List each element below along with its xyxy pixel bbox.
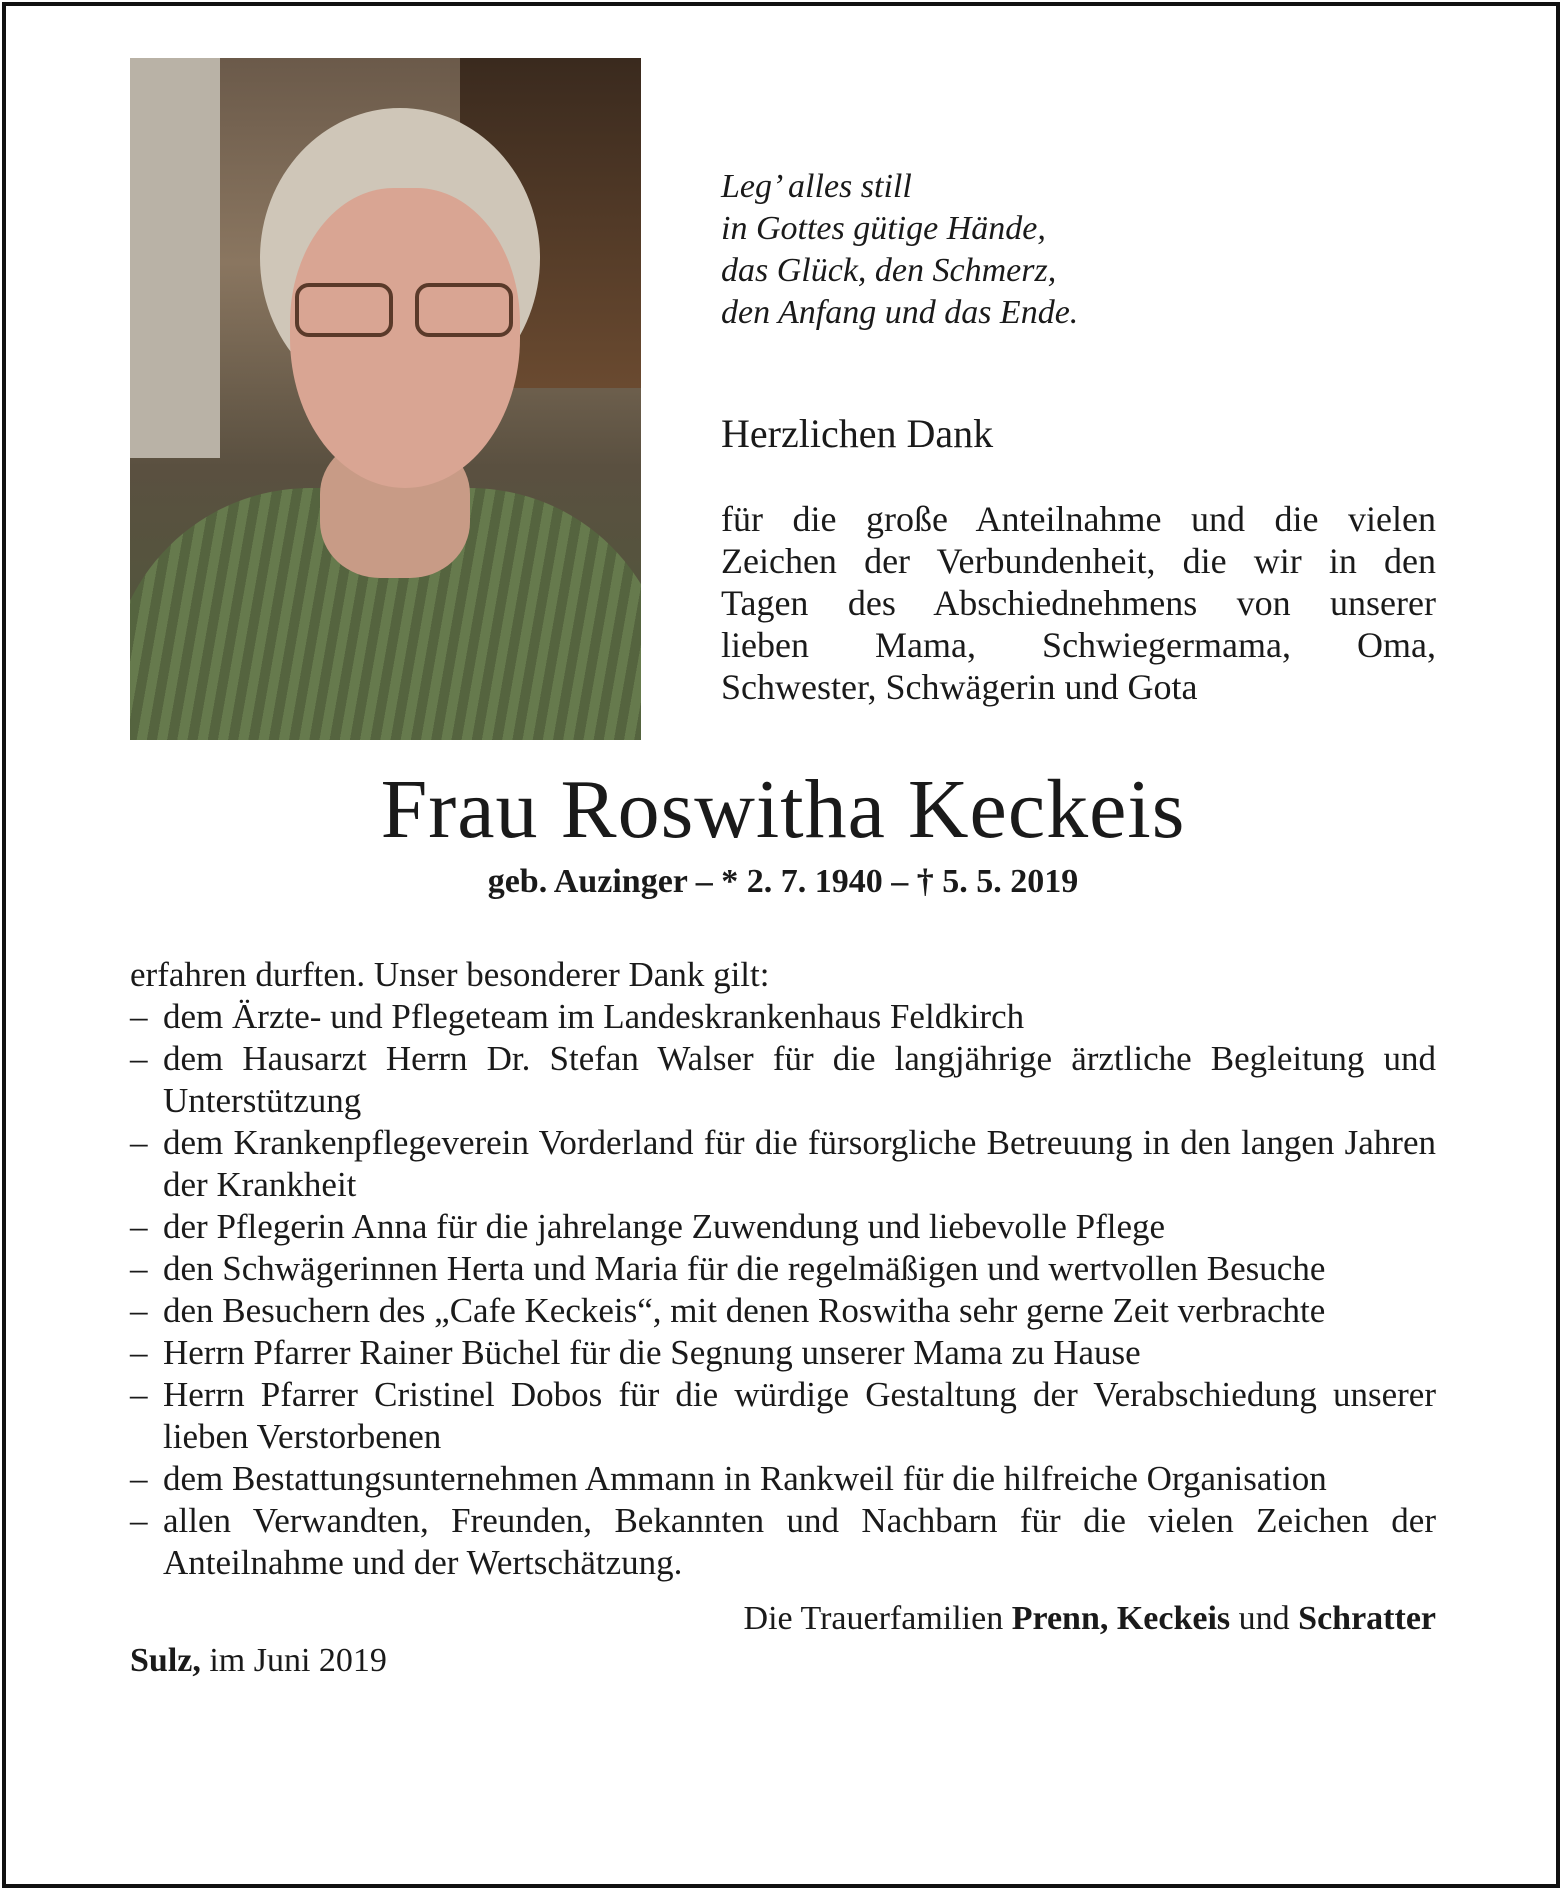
list-item — [130, 1248, 1436, 1290]
list-item — [130, 1374, 1436, 1458]
deceased-name: Frau Roswitha Keckeis — [380, 763, 1186, 856]
poem-line: Leg’ alles still — [721, 168, 912, 205]
family-name: Keckeis — [1116, 1600, 1231, 1637]
poem-line: den Anfang und das Ende. — [721, 294, 1079, 331]
dash: – — [130, 1039, 148, 1078]
list-item-text: allen Verwandten, Freunden, Bekannten und Nachbarn für die vielen Zeichen der Anteilnahme und der Wertschätzung. — [163, 1501, 1436, 1582]
lead-text: erfahren durften. Unser besonderer Dank gilt: — [130, 955, 770, 994]
list-item-text: Herrn Pfarrer Cristinel Dobos für die würdige Gestaltung der Verabschiedung unserer lieben Verstorbenen — [163, 1375, 1436, 1456]
signature-prefix: Die Trauerfamilien — [743, 1600, 1012, 1637]
dash: – — [130, 1249, 148, 1288]
thanks-list — [130, 954, 1436, 1584]
thanks-heading: Herzlichen Dank — [721, 411, 994, 456]
list-item — [130, 1332, 1436, 1374]
poem-line: das Glück, den Schmerz, — [721, 252, 1057, 289]
birth-death-dates: geb. Auzinger – * 2. 7. 1940 – † 5. 5. 2019 — [487, 863, 1079, 900]
dash: – — [130, 1333, 148, 1372]
list-item — [130, 1458, 1436, 1500]
right-column — [721, 58, 1436, 708]
list-item — [130, 1206, 1436, 1248]
list-item-text: dem Hausarzt Herrn Dr. Stefan Walser für die langjährige ärztliche Begleitung und Unterstützung — [163, 1039, 1436, 1120]
list-item-text: Herrn Pfarrer Rainer Büchel für die Segnung unserer Mama zu Hause — [163, 1333, 1141, 1372]
dash: – — [130, 1207, 148, 1246]
intro-line: Zeichen der Verbundenheit, die wir in den — [721, 541, 1436, 581]
dash: – — [130, 1291, 148, 1330]
place-date — [130, 1640, 1436, 1682]
top-section — [130, 58, 1436, 740]
list-item-text: dem Ärzte- und Pflegeteam im Landeskrankenhaus Feldkirch — [163, 997, 1025, 1036]
poem-line: in Gottes gütige Hände, — [721, 210, 1046, 247]
list-item — [130, 1122, 1436, 1206]
poem — [721, 166, 1436, 334]
dash: – — [130, 1123, 148, 1162]
signature — [130, 1598, 1436, 1640]
dash: – — [130, 1375, 148, 1414]
town: Sulz, — [130, 1642, 201, 1679]
intro-line: lieben Mama, Schwiegermama, Oma, — [721, 625, 1436, 665]
dash: – — [130, 1501, 148, 1540]
list-item-text: den Besuchern des „Cafe Keckeis“, mit denen Roswitha sehr gerne Zeit verbrachte — [163, 1291, 1326, 1330]
dash: – — [130, 997, 148, 1036]
dash: – — [130, 1459, 148, 1498]
list-item — [130, 1038, 1436, 1122]
intro-line: Schwester, Schwägerin und Gota — [721, 667, 1198, 707]
date: im Juni 2019 — [200, 1642, 387, 1679]
list-item-text: den Schwägerinnen Herta und Maria für die regelmäßigen und wertvollen Besuche — [163, 1249, 1326, 1288]
portrait-photo — [130, 58, 641, 740]
list-item-text: dem Bestattungsunternehmen Ammann in Rankweil für die hilfreiche Organisation — [163, 1459, 1327, 1498]
intro-line: Tagen des Abschiednehmens von unserer — [721, 583, 1436, 623]
list-item-text: der Pflegerin Anna für die jahrelange Zuwendung und liebevolle Pflege — [163, 1207, 1166, 1246]
list-item — [130, 1290, 1436, 1332]
signature-and: und — [1230, 1600, 1299, 1637]
list-item — [130, 996, 1436, 1038]
list-item-text: dem Krankenpflegeverein Vorderland für die fürsorgliche Betreuung in den langen Jahren der Krankheit — [163, 1123, 1436, 1204]
list-item — [130, 1500, 1436, 1584]
family-name: Prenn, — [1011, 1600, 1109, 1637]
family-name: Schratter — [1298, 1600, 1436, 1637]
intro-line: für die große Anteilnahme und die vielen — [721, 499, 1436, 539]
intro-text — [721, 498, 1436, 708]
